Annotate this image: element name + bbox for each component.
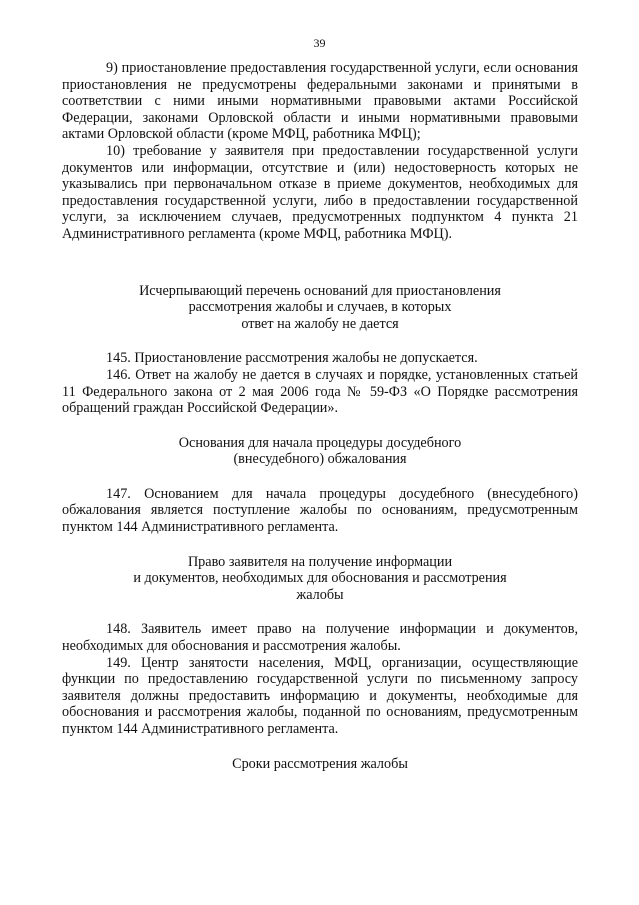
paragraph-item-10: 10) требование у заявителя при предоставлении государственной услуги документов или информации, отсутствие и (или) недостоверность которых не указывались при первоначальном отказе в приеме документов, необходимых для предоставления государственной услуги, либо в предоставлении государственной услуги, за исключением случаев, предусмотренных подпунктом 4 пункта 21 Административного регламента (кроме МФЦ, работника МФЦ). [62, 142, 578, 242]
paragraph-147: 147. Основанием для начала процедуры досудебного (внесудебного) обжалования является поступление жалобы по основаниям, предусмотренным пунктом 144 Административного регламента. [62, 485, 578, 536]
paragraph-146: 146. Ответ на жалобу не дается в случаях и порядке, установленных статьей 11 Федерального закона от 2 мая 2006 года № 59-ФЗ «О Порядке рассмотрения обращений граждан Российской Федерации». [62, 366, 578, 417]
paragraph-149: 149. Центр занятости населения, МФЦ, организации, осуществляющие функции по предоставлению государственной услуги по письменному запросу заявителя должны предоставить информацию и документы, необходимые для обоснования и рассмотрения жалобы, поданной по основаниям, предусмотренным пунктом 144 Административного регламента. [62, 654, 578, 737]
paragraph-145: 145. Приостановление рассмотрения жалобы не допускается. [106, 350, 478, 367]
section-heading-right-to-information: Право заявителя на получение информации и документов, необходимых для обоснования и рассмотрения жалобы [133, 553, 507, 603]
page-content [62, 60, 578, 772]
section-heading-suspension: Исчерпывающий перечень оснований для приостановления рассмотрения жалобы и случаев, в которых ответ на жалобу не дается [139, 282, 501, 332]
page-number: 39 [313, 36, 326, 50]
section-heading-review-terms: Сроки рассмотрения жалобы [232, 755, 408, 772]
paragraph-148: 148. Заявитель имеет право на получение информации и документов, необходимых для обоснования и рассмотрения жалобы. [62, 621, 578, 655]
paragraph-item-9: 9) приостановление предоставления государственной услуги, если основания приостановления не предусмотрены федеральными законами и принятыми в соответствии с ними иными нормативными правовыми актами Российской Федерации, законами Орловской области и иными нормативными правовыми актами Орловской области (кроме МФЦ, работника МФЦ); [62, 60, 578, 143]
section-heading-grounds: Основания для начала процедуры досудебного (внесудебного) обжалования [178, 434, 462, 468]
